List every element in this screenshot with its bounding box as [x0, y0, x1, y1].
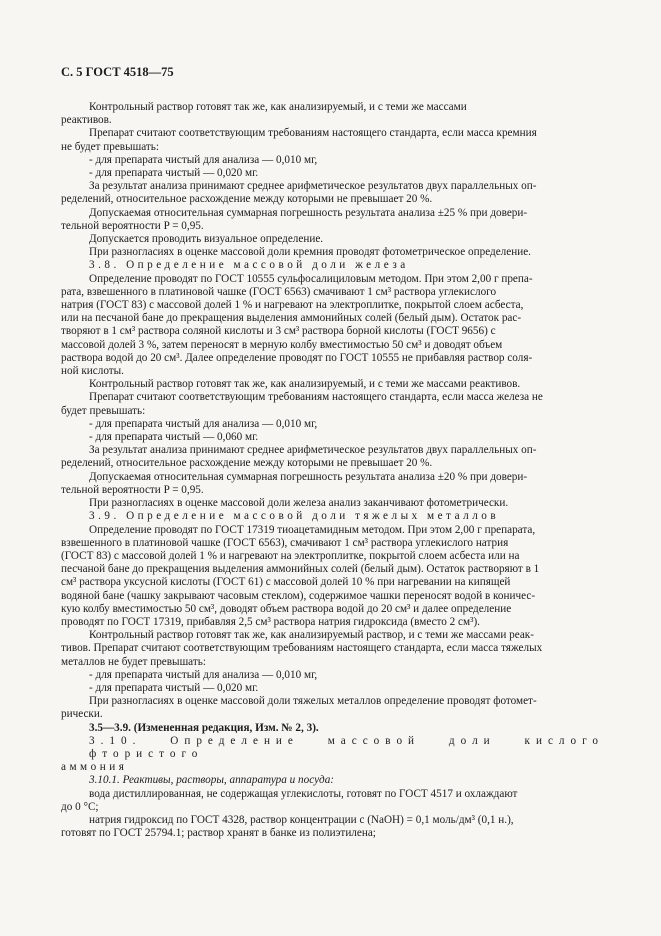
text-line: творяют в 1 см³ раствора соляной кислоты и 3 см³ раствора борной кислоты (ГОСТ 9656) с — [61, 325, 496, 338]
text-line: Контрольный раствор готовят так же, как анализируемый, и с теми же массами — [89, 101, 467, 113]
text-line: (ГОСТ 83) с массовой долей 1 % и нагревают на электроплитке, покрытой слоем асбеста или на — [61, 549, 520, 562]
text-line: рически. — [61, 708, 103, 721]
text-line: или на песчаной бане до прекращения выделения аммонийных солей (белый дым). Остаток рас- — [61, 312, 522, 325]
text-line: металлов не будет превышать: — [61, 655, 206, 668]
text-line: ределений, относительное расхождение между которыми не превышает 20 %. — [61, 193, 433, 206]
text-line: взвешенного в платиновой чашке (ГОСТ 6563), смачивают 1 см³ раствора углекислого натрия — [61, 536, 509, 549]
text-line: Препарат считают соответствующим требованиям настоящего стандарта, если масса железа не — [89, 391, 543, 404]
text-line: - для препарата чистый для анализа — 0,010 мг, — [89, 417, 318, 430]
text-line: Допускаемая относительная суммарная погрешность результата анализа ±25 % при довери- — [89, 206, 528, 219]
document-body — [61, 101, 604, 840]
text-line: - для препарата чистый для анализа — 0,010 мг, — [89, 668, 318, 681]
text-line: тельной вероятности P = 0,95. — [61, 483, 204, 496]
text-line: 3.5—3.9. (Измененная редакция, Изм. № 2, 3). — [89, 721, 319, 734]
text-line: до 0 °С; — [61, 800, 99, 813]
text-line: будет превышать: — [61, 404, 146, 417]
text-line: натрия (ГОСТ 83) с массовой долей 1 % и нагревают на электроплитке, покрытой слоем асбеста, — [61, 299, 524, 312]
text-line: тивов. Препарат считают соответствующим требованиям настоящего стандарта, если масса тяжелых — [61, 642, 543, 655]
text-line: песчаной бане до прекращения выделения аммонийных солей (белый дым). Остаток растворяют в 1 — [61, 563, 540, 576]
text-line: массовой долей 3 %, затем переносят в мерную колбу вместимостью 50 см³ и доводят объем — [61, 338, 503, 351]
text-line: 3.10. Определение массовой доли кислого фтористого — [89, 734, 604, 760]
text-line: - для препарата чистый — 0,060 мг. — [89, 431, 259, 444]
text-line: Контрольный раствор готовят так же, как анализируемый, и с теми же массами реактивов. — [89, 378, 521, 391]
text-line: не будет превышать: — [61, 140, 159, 153]
text-line: проводят по ГОСТ 17319, прибавляя 2,5 см³ раствора натрия гидроксида (вместо 2 см³). — [61, 615, 480, 628]
text-line: рата, взвешенного в платиновой чашке (ГОСТ 6563) смачивают 1 см³ раствора углекислого — [61, 285, 497, 298]
text-line: см³ раствора уксусной кислоты (ГОСТ 61) с массовой долей 10 % при нагревании на кипящей — [61, 576, 511, 589]
text-line: тельной вероятности P = 0,95. — [61, 219, 204, 232]
text-line: За результат анализа принимают среднее арифметическое результатов двух параллельных оп- — [89, 444, 537, 457]
text-line: ределений, относительное расхождение между которыми не превышает 20 %. — [61, 457, 433, 470]
text-line: При разногласиях в оценке массовой доли железа анализ заканчивают фотометрически. — [89, 497, 509, 510]
text-line: При разногласиях в оценке массовой доли кремния проводят фотометрическое определение. — [89, 246, 531, 259]
text-line: Допускаемая относительная суммарная погрешность результата анализа ±20 % при довери- — [89, 470, 528, 483]
text-line: готовят по ГОСТ 25794.1; раствор хранят в банке из полиэтилена; — [61, 827, 376, 840]
text-line: натрия гидроксид по ГОСТ 4328, раствор концентрации c (NaOH) = 0,1 моль/дм³ (0,1 н.), — [89, 813, 514, 826]
text-line: 3.9. Определение массовой доли тяжелых металлов — [89, 510, 500, 523]
text-line: реактивов. — [61, 114, 112, 127]
text-line: 3.10.1. Реактивы, растворы, аппаратура и посуда: — [89, 774, 335, 787]
text-line: - для препарата чистый для анализа — 0,010 мг, — [89, 153, 318, 166]
text-line: раствора водой до 20 см³. Далее определение проводят по ГОСТ 10555 не прибавляя раствор соля- — [61, 351, 533, 364]
text-line: При разногласиях в оценке массовой доли тяжелых металлов определение проводят фотомет- — [89, 695, 537, 708]
text-line: 3.8. Определение массовой доли железа — [89, 259, 409, 272]
page-header: С. 5 ГОСТ 4518—75 — [61, 65, 174, 79]
text-line: Допускается проводить визуальное определение. — [89, 233, 324, 246]
text-line: Определение проводят по ГОСТ 10555 сульфосалициловым методом. При этом 2,00 г препа- — [89, 272, 533, 285]
text-line: Препарат считают соответствующим требованиям настоящего стандарта, если масса кремния — [89, 127, 537, 140]
text-line: кую колбу вместимостью 50 см³, доводят объем раствора водой до 20 см³ и далее определение — [61, 602, 512, 615]
text-line: - для препарата чистый — 0,020 мг. — [89, 681, 259, 694]
text-line: аммония — [61, 761, 128, 774]
text-line: водяной бане (чашку закрывают часовым стеклом), содержимое чашки переносят водой в коничес- — [61, 589, 536, 602]
text-line: вода дистиллированная, не содержащая углекислоты, готовят по ГОСТ 4517 и охлаждают — [89, 787, 518, 800]
text-line: За результат анализа принимают среднее арифметическое результатов двух параллельных оп- — [89, 180, 537, 193]
text-line: Контрольный раствор готовят так же, как анализируемый раствор, и с теми же массами реак- — [89, 629, 534, 642]
text-line: ной кислоты. — [61, 365, 124, 378]
text-line: Определение проводят по ГОСТ 17319 тиоацетамидным методом. При этом 2,00 г препарата, — [89, 523, 536, 536]
text-line: - для препарата чистый — 0,020 мг. — [89, 167, 259, 180]
